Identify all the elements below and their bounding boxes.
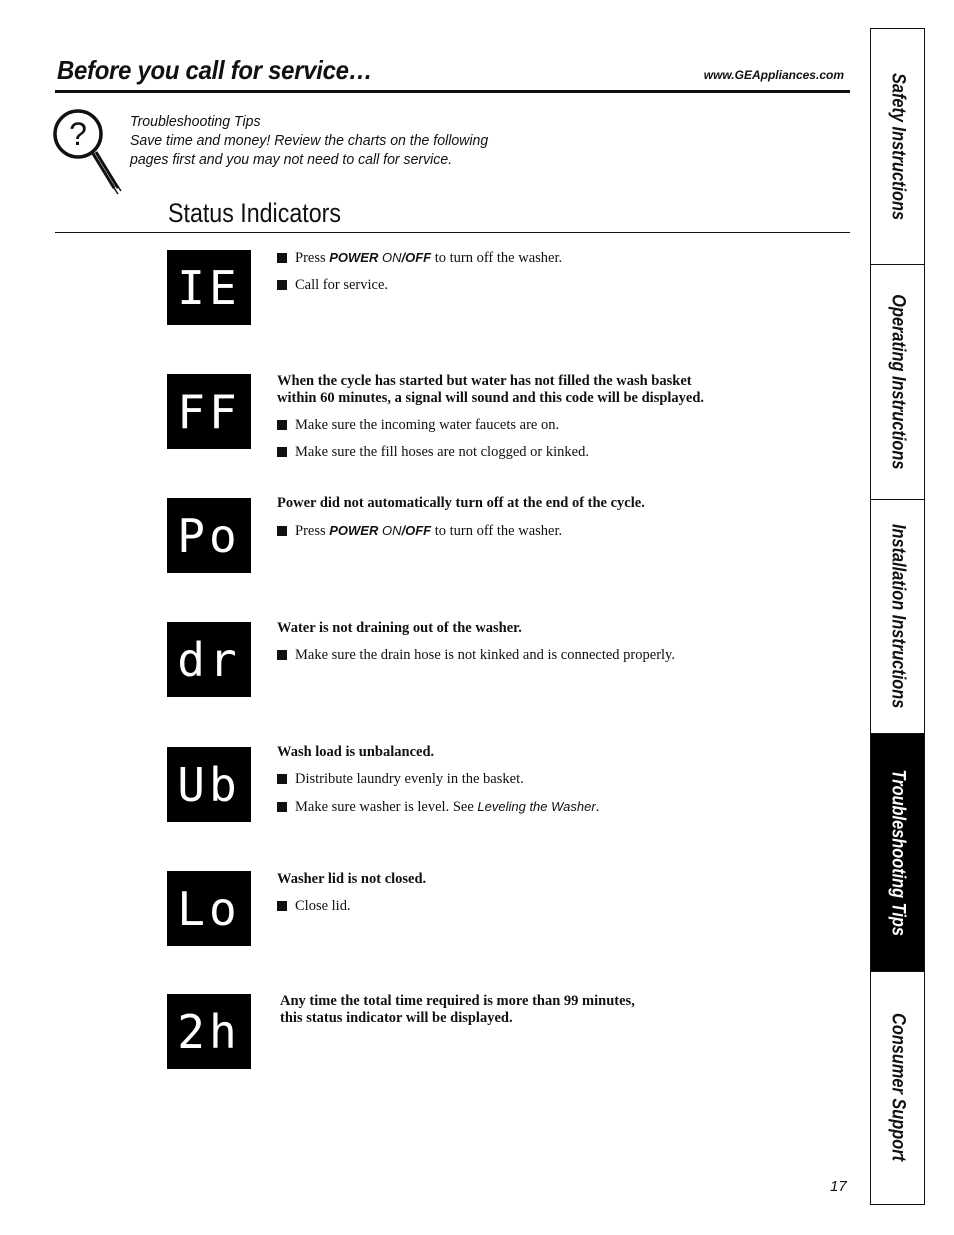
- status-lead: Water is not draining out of the washer.: [277, 620, 522, 636]
- status-lead: Wash load is unbalanced.: [277, 744, 435, 760]
- status-description-lo: [277, 871, 797, 925]
- bullet-icon: [277, 253, 287, 263]
- bullet-icon: [277, 447, 287, 457]
- status-lead: Washer lid is not closed.: [277, 871, 427, 887]
- tab-consumer-support[interactable]: [871, 972, 924, 1203]
- status-lead: Power did not automatically turn off at the end of the cycle.: [277, 495, 645, 511]
- tips-line: Save time and money! Review the charts on the following: [130, 132, 489, 149]
- tips-intro: [130, 112, 534, 169]
- bullet-icon: [277, 420, 287, 430]
- status-description-ie: [277, 249, 797, 304]
- status-code-ff: FF: [167, 374, 251, 449]
- status-code-lo: Lo: [167, 871, 251, 946]
- section-heading: Status Indicators: [168, 198, 341, 228]
- bullet-icon: [277, 280, 287, 290]
- status-code-ie: IE: [167, 250, 251, 325]
- list-item: Press POWER ON/OFF to turn off the washer.: [277, 249, 797, 267]
- tips-line: pages first and you may not need to call for service.: [130, 151, 453, 168]
- tab-label: Safety Instructions: [887, 72, 909, 221]
- tab-label: Installation Instructions: [887, 524, 909, 709]
- bullet-icon: [277, 526, 287, 536]
- tips-heading: Troubleshooting Tips: [130, 113, 261, 130]
- question-mark-magnifier-icon: [52, 108, 124, 196]
- header-divider: [55, 90, 850, 93]
- section-divider: [55, 232, 850, 233]
- bullet-icon: [277, 802, 287, 812]
- bullet-icon: [277, 901, 287, 911]
- status-description-dr: [277, 620, 797, 674]
- list-item: Distribute laundry evenly in the basket.: [277, 771, 797, 788]
- tab-operating-instructions[interactable]: [871, 265, 924, 500]
- status-code-ub: Ub: [167, 747, 251, 822]
- bullet-icon: [277, 774, 287, 784]
- bullet-icon: [277, 650, 287, 660]
- tab-label: Consumer Support: [887, 1013, 909, 1162]
- page-title: Before you call for service…: [57, 55, 373, 85]
- status-code-po: Po: [167, 498, 251, 573]
- list-item: Close lid.: [277, 898, 797, 915]
- status-lead: Any time the total time required is more than 99 minutes, this status indicator will be displayed.: [280, 993, 635, 1026]
- list-item: Make sure the fill hoses are not clogged or kinked.: [277, 444, 797, 461]
- status-description-po: [277, 495, 797, 550]
- list-item: Make sure the incoming water faucets are on.: [277, 417, 797, 434]
- status-description-ff: [277, 373, 797, 471]
- status-code-dr: dr: [167, 622, 251, 697]
- tab-label: Operating Instructions: [887, 294, 909, 470]
- status-lead: When the cycle has started but water has not filled the wash basket within 60 minutes, a signal will sound and this code will be displayed.: [277, 373, 705, 406]
- list-item: Press POWER ON/OFF to turn off the washer.: [277, 522, 797, 540]
- page-number: 17: [830, 1178, 847, 1195]
- status-code-2h: 2h: [167, 994, 251, 1069]
- section-tabs: [870, 28, 925, 1205]
- svg-text:?: ?: [69, 116, 87, 152]
- list-item: Make sure the drain hose is not kinked and is connected properly.: [277, 647, 797, 664]
- tab-troubleshooting-tips[interactable]: [871, 734, 924, 972]
- tab-safety-instructions[interactable]: [871, 29, 924, 265]
- list-item: Make sure washer is level. See Leveling the Washer.: [277, 798, 797, 816]
- status-description-2h: [280, 993, 800, 1037]
- list-item: Call for service.: [277, 277, 797, 294]
- website-url: www.GEAppliances.com: [703, 68, 844, 82]
- tab-label: Troubleshooting Tips: [887, 769, 909, 936]
- tab-installation-instructions[interactable]: [871, 500, 924, 734]
- status-description-ub: [277, 744, 797, 826]
